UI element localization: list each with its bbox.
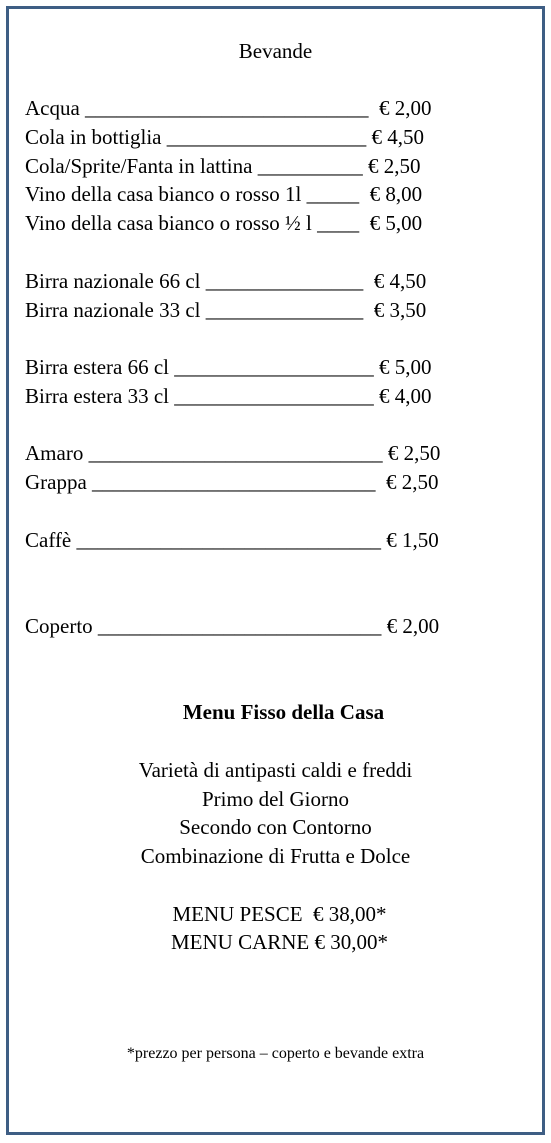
drink-row-vino-1l: Vino della casa bianco o rosso 1l _____ € 8,00 [25,182,423,206]
menu-course: Secondo con Contorno [179,815,372,839]
menu-price-pesce: MENU PESCE € 38,00* [172,902,387,926]
menu-course: Primo del Giorno [202,787,349,811]
drink-row-grappa: Grappa ___________________________ € 2,50 [25,470,439,494]
drink-row-birra-est-33: Birra estera 33 cl ___________________ € 4,00 [25,384,432,408]
drink-row-cola-bottiglia: Cola in bottiglia ___________________ € 4,50 [25,125,424,149]
menu-heading: Menu Fisso della Casa [182,700,385,724]
drink-row-birra-naz-66: Birra nazionale 66 cl _______________ € 4,50 [25,269,427,293]
drink-row-birra-est-66: Birra estera 66 cl ___________________ € 5,00 [25,355,432,379]
drink-row-amaro: Amaro ____________________________ € 2,50 [25,441,441,465]
menu-course: Combinazione di Frutta e Dolce [140,844,411,868]
footnote: *prezzo per persona – coperto e bevande extra [126,1045,425,1062]
drink-row-vino-half-l: Vino della casa bianco o rosso ½ l ____ € 5,00 [25,211,423,235]
drink-row-birra-naz-33: Birra nazionale 33 cl _______________ € 3,50 [25,298,427,322]
drinks-title: Bevande [238,39,313,63]
drink-row-acqua: Acqua ___________________________ € 2,00 [25,96,432,120]
drink-row-coperto: Coperto ___________________________ € 2,00 [25,614,440,638]
drink-row-cola-lattina: Cola/Sprite/Fanta in lattina __________ € 2,50 [25,154,421,178]
menu-price-carne: MENU CARNE € 30,00* [170,930,388,954]
drink-row-caffe: Caffè _____________________________ € 1,50 [25,528,439,552]
menu-course: Varietà di antipasti caldi e freddi [138,758,413,782]
